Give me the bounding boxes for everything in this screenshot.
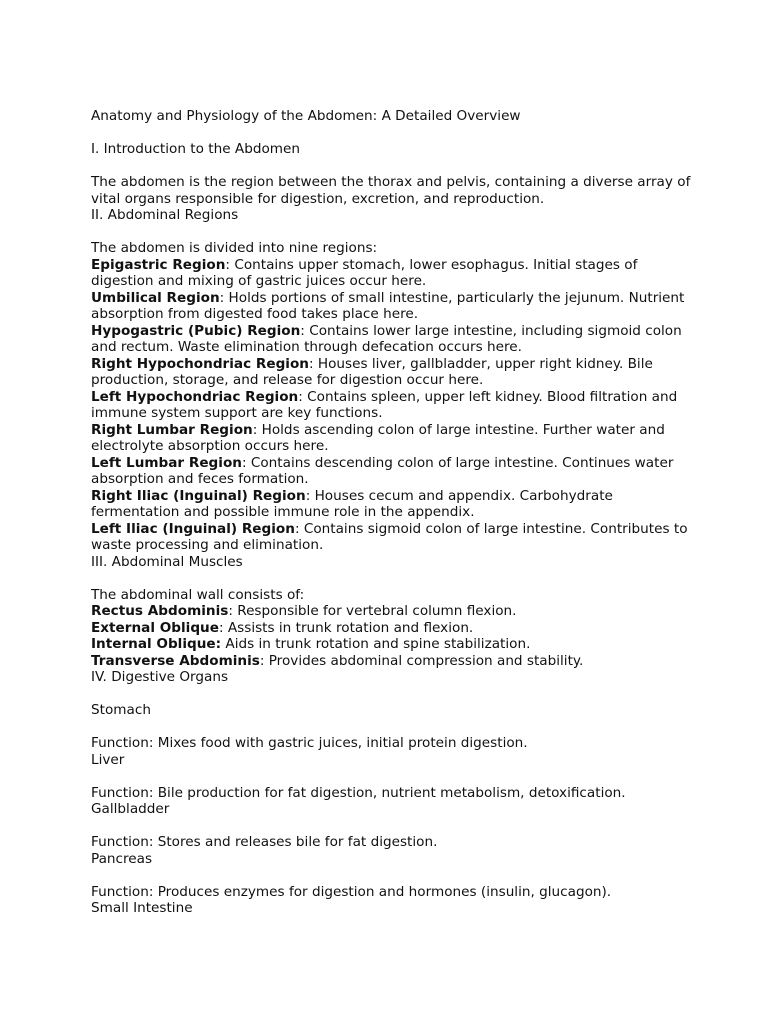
muscles-lead: The abdominal wall consists of: <box>91 586 305 603</box>
muscle-term: Rectus Abdominis <box>91 603 229 619</box>
region-description: : Contains upper stomach, lower esophagus. Initial stages of digestion and mixing of gastric juices occur here. <box>91 256 638 289</box>
spacer <box>91 867 691 884</box>
region-item-right-iliac <box>91 488 691 521</box>
region-description: : Houses cecum and appendix. Carbohydrate fermentation and possible immune role in the appendix. <box>91 487 613 520</box>
region-description: : Contains descending colon of large intestine. Continues water absorption and feces formation. <box>91 454 674 487</box>
region-term: Right Lumbar Region <box>91 421 253 438</box>
spacer <box>91 158 691 175</box>
region-term: Umbilical Region <box>91 289 220 306</box>
region-term: Epigastric Region <box>91 256 226 273</box>
region-item-hypogastric <box>91 323 691 356</box>
organ-function-gallbladder: Function: Stores and releases bile for fat digestion. <box>91 834 438 850</box>
muscle-item-rectus-abdominis <box>91 603 691 620</box>
section-heading-digestive-organs: IV. Digestive Organs <box>91 669 229 685</box>
region-term: Left Lumbar Region <box>91 454 242 471</box>
document-title: Anatomy and Physiology of the Abdomen: A Detailed Overview <box>91 108 521 124</box>
section-heading-muscles: III. Abdominal Muscles <box>91 553 243 570</box>
intro-paragraph: The abdomen is the region between the thorax and pelvis, containing a diverse array of vital organs responsible for digestion, excretion, and reproduction. <box>91 174 691 207</box>
regions-lead: The abdomen is divided into nine regions: <box>91 240 378 256</box>
region-item-epigastric <box>91 257 691 290</box>
spacer <box>91 686 691 703</box>
muscle-description: Aids in trunk rotation and spine stabilization. <box>221 636 531 652</box>
organ-function-pancreas: Function: Produces enzymes for digestion and hormones (insulin, glucagon). <box>91 883 612 900</box>
muscle-description: : Responsible for vertebral column flexion. <box>228 603 517 619</box>
spacer <box>91 719 691 736</box>
organ-function-stomach: Function: Mixes food with gastric juices, initial protein digestion. <box>91 735 528 751</box>
organ-name-small-intestine: Small Intestine <box>91 900 193 916</box>
region-item-left-hypochondriac <box>91 389 691 422</box>
region-description: : Holds portions of small intestine, particularly the jejunum. Nutrient absorption from digested food takes place here. <box>91 289 685 322</box>
organ-name-stomach: Stomach <box>91 702 151 718</box>
muscle-description: : Assists in trunk rotation and flexion. <box>218 619 474 636</box>
muscle-item-internal-oblique <box>91 636 691 653</box>
region-description: : Contains spleen, upper left kidney. Blood filtration and immune system support are key functions. <box>91 388 678 421</box>
region-description: : Houses liver, gallbladder, upper right kidney. Bile production, storage, and release for digestion occur here. <box>91 355 653 388</box>
region-term: Right Iliac (Inguinal) Region <box>91 487 306 504</box>
document-page <box>91 108 691 917</box>
region-term: Hypogastric (Pubic) Region <box>91 322 301 339</box>
region-item-right-lumbar <box>91 422 691 455</box>
spacer <box>91 224 691 241</box>
section-heading-introduction: I. Introduction to the Abdomen <box>91 141 300 157</box>
spacer <box>91 768 691 785</box>
region-term: Left Iliac (Inguinal) Region <box>91 520 295 537</box>
muscle-term: Internal Oblique: <box>91 636 222 652</box>
region-description: : Contains lower large intestine, including sigmoid colon and rectum. Waste elimination through defecation occurs here. <box>91 322 682 355</box>
spacer <box>91 818 691 835</box>
section-heading-regions: II. Abdominal Regions <box>91 207 239 223</box>
region-term: Left Hypochondriac Region <box>91 388 299 405</box>
muscle-item-transverse-abdominis <box>91 653 691 670</box>
region-term: Right Hypochondriac Region <box>91 355 309 372</box>
region-item-right-hypochondriac <box>91 356 691 389</box>
organ-name-pancreas: Pancreas <box>91 850 153 867</box>
region-item-umbilical <box>91 290 691 323</box>
organ-function-liver: Function: Bile production for fat digestion, nutrient metabolism, detoxification. <box>91 784 626 801</box>
region-description: : Contains sigmoid colon of large intestine. Contributes to waste processing and elimination. <box>91 520 688 553</box>
organ-name-gallbladder: Gallbladder <box>91 801 170 817</box>
region-description: : Holds ascending colon of large intestine. Further water and electrolyte absorption occurs here. <box>91 421 665 454</box>
muscle-item-external-oblique <box>91 620 691 637</box>
muscle-term: Transverse Abdominis <box>91 652 260 669</box>
region-item-left-lumbar <box>91 455 691 488</box>
muscle-description: : Provides abdominal compression and stability. <box>259 652 584 669</box>
region-item-left-iliac <box>91 521 691 554</box>
spacer <box>91 570 691 587</box>
muscle-term: External Oblique <box>91 619 219 636</box>
spacer <box>91 125 691 142</box>
organ-name-liver: Liver <box>91 751 125 768</box>
